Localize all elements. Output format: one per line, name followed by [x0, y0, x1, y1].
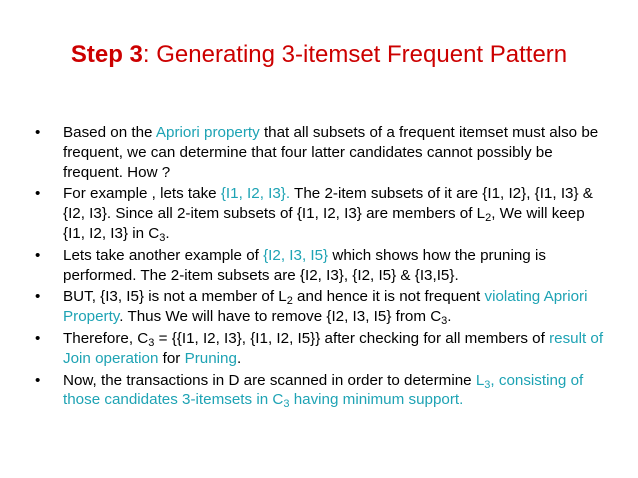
bullet-item	[35, 123, 605, 182]
highlight-text: Pruning	[184, 349, 237, 367]
subscript: 3	[283, 398, 290, 411]
bullet-text: , We will keep {I1, I2, I3} in C	[63, 205, 585, 242]
bullet-text: Based on the	[63, 124, 156, 141]
bullet-dot: •	[35, 246, 41, 264]
bullet-text: and hence it is not frequent	[292, 288, 485, 306]
bullet-text: which shows how the pruning is performed. The 2-item subsets are {I2, I3}, {I2, I5} & {I3,I5}.	[63, 246, 546, 284]
bullet-text: that all subsets of a frequent itemset must also be frequent, we can determine that four latter candidates cannot possibly be frequent. How ?	[63, 124, 599, 181]
subscript: 3	[441, 315, 448, 328]
bullet-item	[35, 329, 605, 369]
bullet-text: Now, the transactions in D are scanned in order to determine	[63, 371, 476, 389]
bullet-text: For example , lets take	[63, 185, 221, 203]
bullet-text: .	[447, 308, 452, 326]
bullet-text: .	[165, 224, 170, 242]
bullet-text: BUT, {I3, I5} is not a member of L	[63, 288, 287, 306]
bullet-text: Lets take another example of	[63, 246, 264, 264]
bullet-dot: •	[35, 329, 41, 347]
highlight-text: result of Join operation	[63, 329, 604, 367]
bullet-text: for	[158, 349, 185, 367]
bullet-text: .	[236, 349, 242, 367]
bullet-text: The 2-item subsets of it are {I1, I2}, {I1, I3} & {I2, I3}. Since all 2-item subsets of {I1, I2, I3} are members of L	[63, 185, 593, 223]
highlight-text: having minimum support.	[289, 391, 464, 409]
highlight-text: violating Apriori Property	[63, 288, 588, 326]
bullet-dot: •	[35, 124, 41, 141]
subscript: 2	[286, 295, 293, 308]
slide-title-text: : Generating 3-itemset Frequent Pattern	[142, 41, 568, 68]
slide-title-step: Step 3	[70, 41, 143, 68]
subscript: 3	[148, 336, 155, 349]
bullet-dot: •	[35, 371, 41, 389]
bullet-text: Therefore, C	[63, 329, 149, 347]
bullet-text: . Thus We will have to remove {I2, I3, I5} from C	[119, 308, 442, 326]
slide-title	[0, 41, 638, 69]
bullet-item	[35, 287, 605, 327]
bullet-item	[35, 371, 605, 411]
bullet-list	[35, 123, 605, 412]
highlight-text: Apriori property	[155, 124, 260, 141]
highlight-text: , consisting of those candidates 3-itemsets in C	[63, 371, 584, 409]
highlight-text: {I2, I3, I5}	[263, 246, 329, 264]
bullet-dot: •	[35, 185, 41, 203]
bullet-item	[35, 246, 605, 286]
subscript: 3	[484, 378, 491, 391]
bullet-text: = {{I1, I2, I3}, {I1, I2, I5}} after checking for all members of	[154, 329, 550, 347]
bullet-item	[35, 184, 605, 243]
bullet-dot: •	[35, 288, 41, 306]
highlight-text: {I1, I2, I3}.	[220, 185, 291, 203]
subscript: 3	[159, 231, 166, 244]
subscript: 2	[485, 212, 492, 225]
highlight-text: L	[475, 371, 485, 389]
